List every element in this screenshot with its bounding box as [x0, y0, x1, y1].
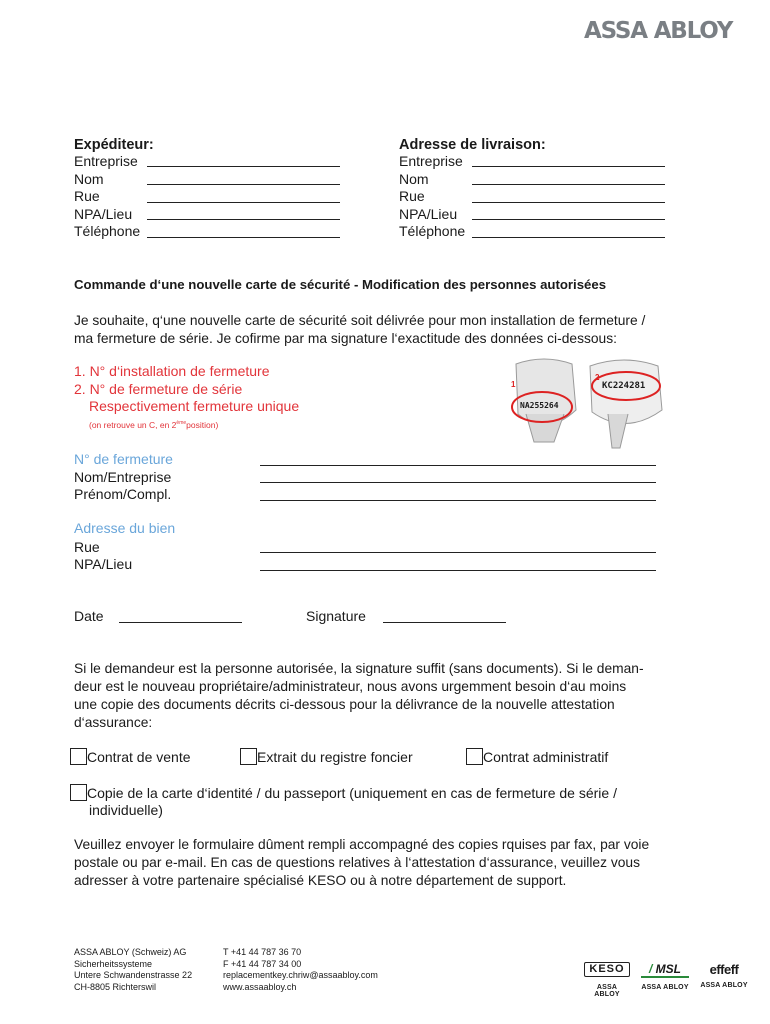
send-line-1: Veuillez envoyer le formulaire dûment rempli accompagné des copies rquises par fax, par voie [74, 837, 650, 852]
note-installation-number: 1. N° d‘installation de fermeture [74, 363, 270, 379]
effeff-logo-sub: ASSA ABLOY [700, 982, 748, 989]
documents-line-3: une copie des documents décrits ci-dessous pour la délivrance de la nouvelle attestation [74, 697, 615, 712]
closure-name-field[interactable] [260, 482, 656, 483]
effeff-logo-text: effeff [709, 962, 739, 977]
checkbox-land-register[interactable] [240, 748, 413, 767]
delivery-phone-field[interactable] [472, 237, 665, 238]
property-city-field[interactable] [260, 570, 656, 571]
checkbox-id-copy-box[interactable] [70, 784, 87, 801]
checkbox-admin-contract[interactable] [466, 748, 608, 767]
documents-line-2: deur est le nouveau propriétaire/administrateur, nous avons urgemment besoin d‘au moins [74, 679, 627, 694]
note-position-pre: (on retrouve un C, en 2 [89, 420, 177, 430]
footer-website[interactable]: www.assaabloy.ch [223, 981, 297, 992]
keso-logo-text: KESO [584, 962, 630, 977]
footer-city: CH-8805 Richterswil [74, 981, 157, 992]
property-street-field[interactable] [260, 552, 656, 553]
closure-number-field[interactable] [260, 465, 656, 466]
checkbox-land-register-label: Extrait du registre foncier [257, 749, 413, 765]
send-line-3: adresser à votre partenaire spécialisé KESO ou à notre département de support. [74, 873, 567, 888]
documents-line-1: Si le demandeur est la personne autorisée, la signature suffit (sans documents). Si le deman- [74, 661, 644, 676]
property-title: Adresse du bien [74, 520, 176, 536]
note-position-sup: ème [176, 420, 187, 427]
sender-fields [74, 153, 140, 241]
footer-phone: T +41 44 787 36 70 [223, 947, 302, 957]
footer-division: Sicherheitssysteme [74, 958, 153, 969]
assa-abloy-logo: ASSA ABLOY [584, 18, 733, 44]
documents-line-4: d‘assurance: [74, 715, 153, 730]
delivery-company-field[interactable] [472, 166, 665, 167]
footer-fax: F +41 44 787 34 00 [223, 958, 302, 969]
sender-label-street: Rue [74, 188, 100, 204]
checkbox-id-copy-label: Copie de la carte d‘identité / du passeport (uniquement en cas de fermeture de série / [87, 785, 617, 801]
date-label: Date [74, 608, 104, 624]
keso-logo-sub: ASSA ABLOY [594, 984, 620, 998]
key2-number: KC224281 [602, 381, 646, 391]
sender-street-field[interactable] [147, 202, 340, 203]
checkbox-sales-contract[interactable] [70, 748, 191, 767]
signature-field[interactable] [383, 622, 506, 623]
note-position-post: position) [186, 420, 219, 430]
msl-logo-mark [641, 962, 689, 978]
delivery-label-street: Rue [399, 188, 425, 204]
signature-label: Signature [306, 608, 366, 624]
delivery-city-field[interactable] [472, 219, 665, 220]
sender-title: Expéditeur: [74, 137, 154, 153]
checkbox-id-copy-label-cont: individuelle) [89, 802, 163, 818]
closure-firstname-label: Prénom/Compl. [74, 486, 172, 502]
note-series-number: 2. N° de fermeture de série [74, 380, 243, 397]
footer-contact [223, 947, 378, 993]
closure-number-title: N° de fermeture [74, 451, 173, 467]
key1-number: NA255264 [520, 401, 559, 410]
closure-number-label [74, 451, 173, 469]
msl-logo-sub: ASSA ABLOY [641, 984, 689, 991]
intro-line-1: Je souhaite, q‘une nouvelle carte de sécurité soit délivrée pour mon installation de fermeture / [74, 313, 646, 328]
delivery-name-field[interactable] [472, 184, 665, 185]
checkbox-admin-contract-label: Contrat administratif [483, 749, 609, 765]
closure-firstname-field[interactable] [260, 500, 656, 501]
delivery-fields [399, 153, 465, 241]
msl-logo-text: MSL [655, 962, 682, 976]
sender-phone-field[interactable] [147, 237, 340, 238]
property-street-label: Rue [74, 539, 100, 555]
intro-line-2: ma fermeture de série. Je cofirme par ma signature l‘exactitude des données ci-dessous: [74, 331, 617, 346]
sender-label-city: NPA/Lieu [74, 205, 133, 222]
form-heading: Commande d‘une nouvelle carte de sécurité - Modification des personnes autorisées [74, 277, 607, 292]
sender-label-company: Entreprise [74, 153, 138, 169]
sender-company-field[interactable] [147, 166, 340, 167]
footer-address [74, 947, 192, 993]
checkbox-admin-contract-box[interactable] [466, 748, 483, 765]
delivery-label-company: Entreprise [399, 153, 463, 169]
msl-slash-icon: / [648, 962, 653, 976]
documents-paragraph [74, 660, 644, 732]
key2-marker: 2 [595, 373, 600, 382]
sender-city-field[interactable] [147, 219, 340, 220]
checkbox-sales-contract-box[interactable] [70, 748, 87, 765]
checkbox-id-copy[interactable] [70, 784, 617, 803]
delivery-label-name: Nom [399, 170, 429, 187]
delivery-street-field[interactable] [472, 202, 665, 203]
intro-text [74, 312, 645, 348]
delivery-label-city: NPA/Lieu [399, 205, 458, 222]
sender-label-phone: Téléphone [74, 223, 141, 239]
key-illustration [494, 352, 666, 452]
delivery-title: Adresse de livraison: [399, 137, 546, 153]
number-notes [74, 363, 299, 416]
sender-label-name: Nom [74, 170, 104, 187]
checkbox-land-register-box[interactable] [240, 748, 257, 765]
send-instructions [74, 836, 649, 890]
closure-name-label: Nom/Entreprise [74, 469, 172, 485]
footer-street: Untere Schwandenstrasse 22 [74, 970, 193, 980]
checkbox-sales-contract-label: Contrat de vente [87, 749, 191, 765]
note-single-closure: Respectivement fermeture unique [89, 398, 300, 414]
delivery-label-phone: Téléphone [399, 223, 466, 239]
note-position-hint [89, 420, 218, 430]
keso-logo [584, 962, 630, 998]
sender-name-field[interactable] [147, 184, 340, 185]
send-line-2: postale ou par e-mail. En cas de questions relatives à l‘attestation d‘assurance, veuillez vous [74, 855, 640, 870]
key1-marker: 1 [511, 380, 516, 389]
msl-logo [641, 962, 689, 991]
date-field[interactable] [119, 622, 242, 623]
footer-email[interactable]: replacementkey.chriw@assaabloy.com [223, 970, 378, 980]
footer-company: ASSA ABLOY (Schweiz) AG [74, 947, 187, 957]
effeff-logo [700, 962, 748, 989]
property-city-label: NPA/Lieu [74, 556, 133, 572]
